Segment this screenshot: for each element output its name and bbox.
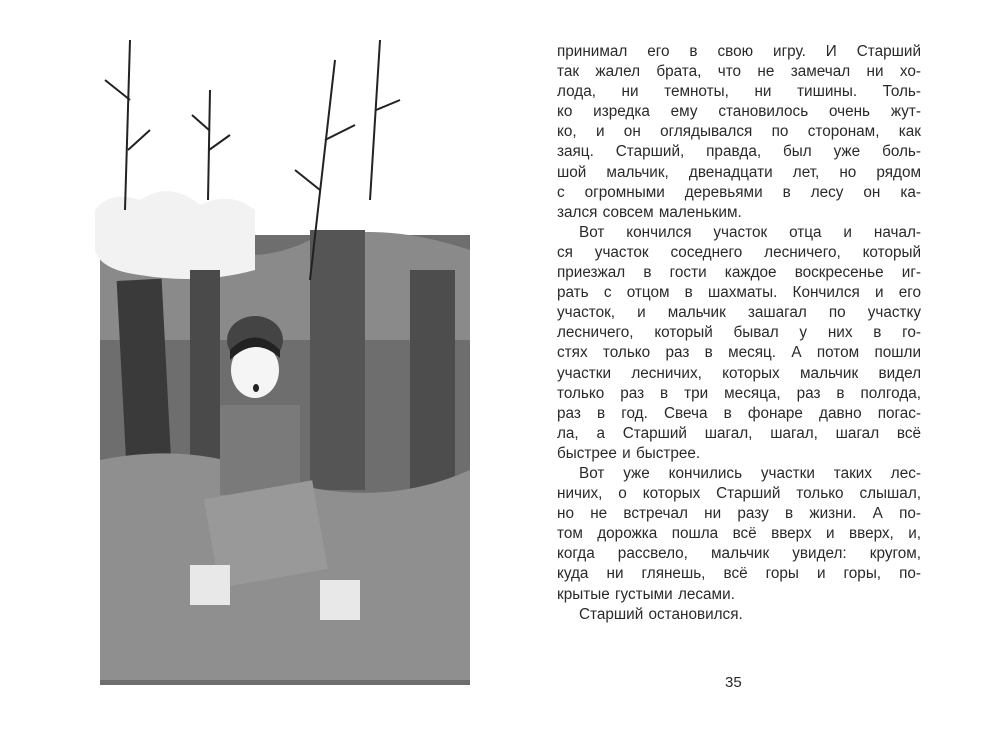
illustration-boy-in-forest: [80, 40, 480, 705]
text-line: шой мальчик, двенадцати лет, но рядом: [557, 163, 921, 181]
text-line: быстрее и быстрее.: [557, 444, 701, 462]
text-line: куда ни глянешь, всё горы и горы, по-: [557, 565, 921, 583]
text-line: раз в год. Свеча в фонаре давно погас-: [557, 404, 921, 422]
text-line: том дорожка пошла всё вверх и вверх, и,: [557, 525, 921, 543]
page-number: 35: [725, 674, 742, 691]
text-line: ла, а Старший шагал, шагал, шагал всё: [557, 424, 921, 442]
text-line: принимал его в свою игру. И Старший: [557, 43, 921, 60]
text-line: с огромными деревьями в лесу он ка-: [557, 183, 921, 201]
text-line: участок, и мальчик зашагал по участку: [557, 304, 921, 322]
text-line: так жалел брата, что не замечал ни хо-: [557, 63, 921, 81]
text-line: ко изредка ему становилось очень жут-: [557, 103, 921, 121]
text-line: стях только раз в месяц. А потом пошли: [557, 344, 921, 362]
text-line: ничих, о которых Старший только слышал,: [557, 485, 921, 503]
text-line: но не встречал ни разу в жизни. А по-: [557, 505, 921, 523]
text-line: рать с отцом в шахматы. Кончился и его: [557, 284, 921, 302]
text-line: лесничего, который бывал у них в го-: [557, 324, 921, 342]
text-line: Старший остановился.: [579, 605, 743, 623]
text-line: только раз в три месяца, раз в полгода,: [557, 384, 921, 402]
text-line: Вот уже кончились участки таких лес-: [579, 464, 921, 482]
text-line: когда рассвело, мальчик увидел: кругом,: [557, 545, 921, 563]
text-line: зался совсем маленьким.: [557, 203, 742, 221]
text-line: заяц. Старший, правда, был уже боль-: [557, 143, 921, 161]
text-line: участки лесничих, которых мальчик видел: [557, 364, 921, 382]
text-line: ко, и он оглядывался по сторонам, как: [557, 123, 921, 141]
text-line: приезжал в гости каждое воскресенье иг-: [557, 264, 921, 282]
text-line: ся участок соседнего лесничего, который: [557, 243, 921, 261]
text-line: лода, ни темноты, ни тишины. Толь-: [557, 83, 921, 101]
page-text: [557, 42, 921, 625]
text-line: Вот кончился участок отца и начал-: [579, 223, 921, 241]
text-line: крытые густыми лесами.: [557, 585, 735, 603]
